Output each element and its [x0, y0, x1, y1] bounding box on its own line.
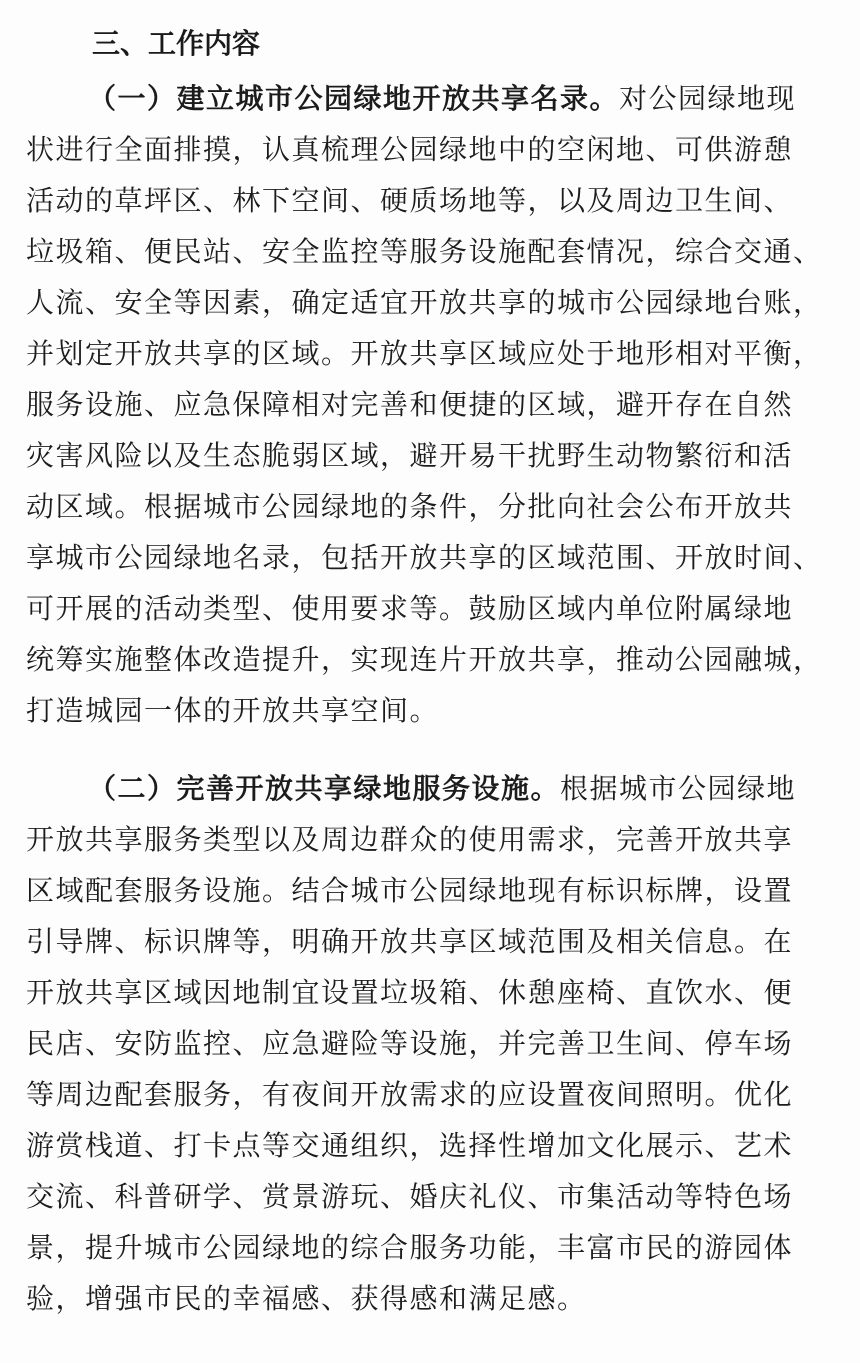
- paragraph-line: 打造城园一体的开放共享空间。: [26, 694, 440, 727]
- section-heading: 三、工作内容: [92, 27, 261, 60]
- paragraph-1-line-1-rest: 对公园绿地现: [619, 82, 797, 115]
- paragraph-line: 交流、科普研学、赏景游玩、婚庆礼仪、市集活动等特色场: [26, 1180, 794, 1213]
- paragraph-2-subhead: （二）完善开放共享绿地服务设施。: [88, 772, 561, 805]
- paragraph-line: 服务设施、应急保障相对完善和便捷的区域，避开存在自然: [26, 388, 794, 421]
- paragraph-line: 灾害风险以及生态脆弱区域，避开易干扰野生动物繁衍和活: [26, 439, 794, 472]
- paragraph-line: 并划定开放共享的区域。开放共享区域应处于地形相对平衡，: [26, 337, 823, 370]
- paragraph-line: 状进行全面排摸，认真梳理公园绿地中的空闲地、可供游憩: [26, 133, 794, 166]
- paragraph-line: 享城市公园绿地名录，包括开放共享的区域范围、开放时间、: [26, 541, 823, 574]
- paragraph-line: 引导牌、标识牌等，明确开放共享区域范围及相关信息。在: [26, 925, 794, 958]
- paragraph-line: 垃圾箱、便民站、安全监控等服务设施配套情况，综合交通、: [26, 235, 823, 268]
- paragraph-line: 统筹实施整体改造提升，实现连片开放共享，推动公园融城，: [26, 643, 823, 676]
- paragraph-line: 验，增强市民的幸福感、获得感和满足感。: [26, 1282, 587, 1315]
- paragraph-line: 景，提升城市公园绿地的综合服务功能，丰富市民的游园体: [26, 1231, 794, 1264]
- paragraph-line: 开放共享区域因地制宜设置垃圾箱、休憩座椅、直饮水、便: [26, 976, 794, 1009]
- paragraph-2: [26, 763, 856, 1324]
- paragraph-line: 等周边配套服务，有夜间开放需求的应设置夜间照明。优化: [26, 1078, 794, 1111]
- paragraph-line: [26, 763, 856, 814]
- paragraph-line: 人流、安全等因素，确定适宜开放共享的城市公园绿地台账，: [26, 286, 823, 319]
- paragraph-1: [26, 73, 856, 736]
- paragraph-line: 活动的草坪区、林下空间、硬质场地等，以及周边卫生间、: [26, 184, 794, 217]
- paragraph-line: 民店、安防监控、应急避险等设施，并完善卫生间、停车场: [26, 1027, 794, 1060]
- paragraph-line: 区域配套服务设施。结合城市公园绿地现有标识标牌，设置: [26, 874, 794, 907]
- paragraph-line: 游赏栈道、打卡点等交通组织，选择性增加文化展示、艺术: [26, 1129, 794, 1162]
- paragraph-1-subhead: （一）建立城市公园绿地开放共享名录。: [88, 82, 620, 115]
- paragraph-line: 开放共享服务类型以及周边群众的使用需求，完善开放共享: [26, 823, 794, 856]
- paragraph-line: [26, 73, 856, 124]
- paragraph-line: 动区域。根据城市公园绿地的条件，分批向社会公布开放共: [26, 490, 794, 523]
- paragraph-line: 可开展的活动类型、使用要求等。鼓励区域内单位附属绿地: [26, 592, 794, 625]
- paragraph-2-line-1-rest: 根据城市公园绿地: [560, 772, 797, 805]
